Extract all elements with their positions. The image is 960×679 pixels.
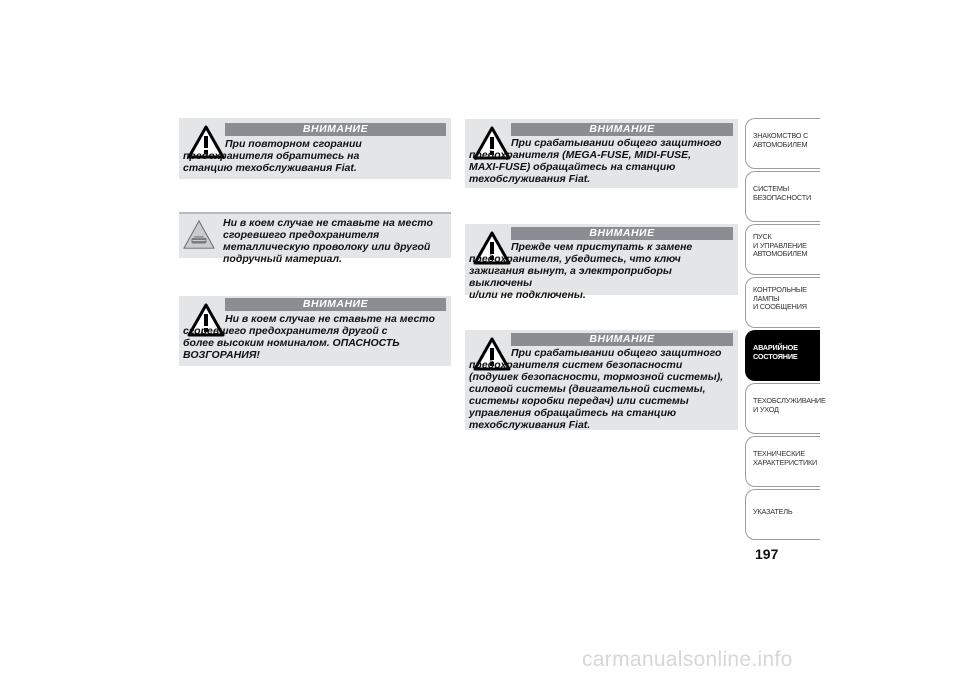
tab-index[interactable]: УКАЗАТЕЛЬ: [745, 489, 820, 540]
warning-text: При повторном сгорании предохранителя обратитесь на станцию техобслуживания Fiat.: [183, 138, 362, 174]
warning-heading: ВНИМАНИЕ: [511, 123, 733, 136]
warning-heading: ВНИМАНИЕ: [511, 333, 733, 346]
warning-text: При срабатывании общего защитного предохранителя (MEGA-FUSE, MIDI-FUSE, MAXI-FUSE) обращайтесь на станцию техобслуживания Fiat.: [469, 137, 722, 185]
tab-maintenance[interactable]: ТЕХОБСЛУЖИВАНИЕ И УХОД: [745, 383, 820, 434]
warning-box: [179, 118, 451, 179]
tab-warning-lights[interactable]: КОНТРОЛЬНЫЕ ЛАМПЫ И СООБЩЕНИЯ: [745, 277, 820, 328]
warning-text: Прежде чем приступать к замене предохранителя, убедитесь, что ключ зажигания вынут, а электроприборы выключены и/или не подключены.: [469, 241, 693, 301]
page-number: 197: [755, 546, 779, 562]
tab-specifications[interactable]: ТЕХНИЧЕСКИЕ ХАРАКТЕРИСТИКИ: [745, 436, 820, 487]
warning-box: [465, 330, 738, 430]
tab-emergency[interactable]: АВАРИЙНОЕ СОСТОЯНИЕ: [745, 330, 820, 381]
note-box: [179, 212, 451, 265]
warning-box: [465, 224, 738, 301]
warning-box: [465, 119, 738, 188]
warning-box: [179, 296, 451, 366]
note-text: Ни в коем случае не ставьте на место сгоревшего предохранителя металлическую проволоку или другой подручный материал.: [223, 217, 433, 265]
tab-starting[interactable]: ПУСК И УПРАВЛЕНИЕ АВТОМОБИЛЕМ: [745, 224, 820, 275]
warning-heading: ВНИМАНИЕ: [225, 123, 446, 136]
tab-intro[interactable]: ЗНАКОМСТВО С АВТОМОБИЛЕМ: [745, 118, 820, 169]
warning-text: Ни в коем случае не ставьте на место сгоревшего предохранителя другой с более высоким номиналом. ОПАСНОСТЬ ВОЗГОРАНИЯ!: [183, 313, 435, 361]
warning-heading: ВНИМАНИЕ: [511, 227, 733, 240]
watermark: carmanualsonline.info: [582, 648, 793, 671]
fuse-icon: [183, 219, 215, 251]
tab-safety[interactable]: СИСТЕМЫ БЕЗОПАСНОСТИ: [745, 171, 820, 222]
warning-text: При срабатывании общего защитного предохранителя систем безопасности (подушек безопасности, тормозной системы), силовой системы (двигательной системы, системы коробки передач) или системы управления обращайтесь на станцию техобслуживания Fiat.: [469, 347, 724, 431]
warning-heading: ВНИМАНИЕ: [225, 298, 446, 311]
